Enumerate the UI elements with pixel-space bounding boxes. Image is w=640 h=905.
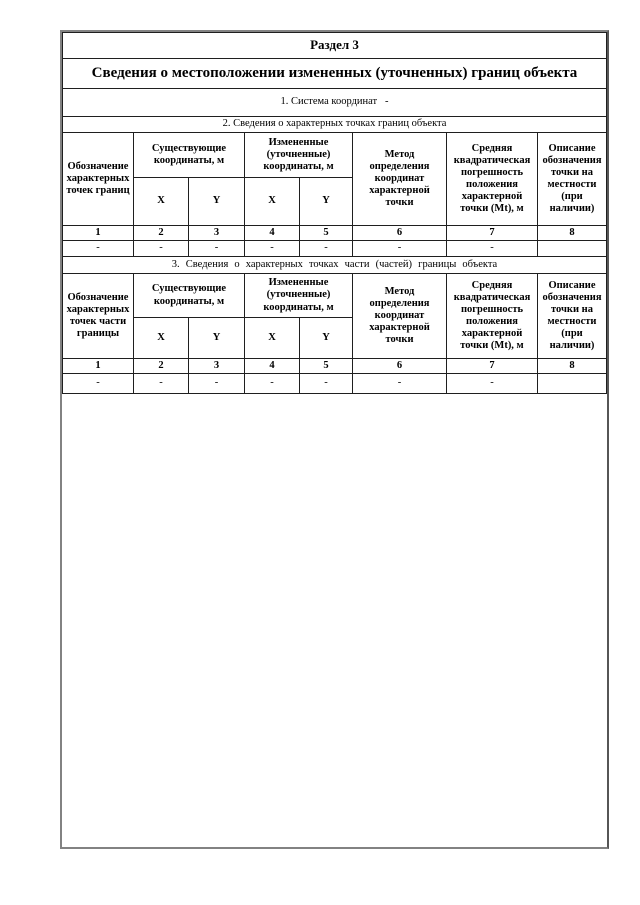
existing-coords-header-cell: Существующие координаты, м [134, 133, 245, 178]
coordinate-system-row [63, 89, 607, 117]
part-points-caption-row [63, 257, 607, 274]
y-header-cell: Y [300, 178, 353, 226]
empty-value-cell: - [245, 241, 300, 257]
changed-coords-header-cell: Измененные (уточненные) координаты, м [245, 274, 353, 318]
object-points-caption-row [63, 117, 607, 133]
designation-header-cell: Обозначение характерных точек части границы [63, 274, 134, 359]
part-points-column-numbers-row [63, 359, 607, 374]
x-header-cell: X [245, 318, 300, 359]
y-header-cell: Y [300, 318, 353, 359]
empty-value-cell: - [447, 241, 538, 257]
column-number-cell: 4 [245, 359, 300, 374]
column-number-cell: 2 [134, 226, 189, 241]
section-label-row [63, 33, 607, 59]
column-number-cell: 1 [63, 359, 134, 374]
empty-value-cell: - [63, 374, 134, 394]
column-number-cell: 3 [189, 359, 245, 374]
column-number-cell: 5 [300, 359, 353, 374]
y-header-cell: Y [189, 318, 245, 359]
empty-value-cell [538, 241, 607, 257]
method-header-cell: Метод определения координат характерной точки [353, 274, 447, 359]
column-number-cell: 5 [300, 226, 353, 241]
empty-value-cell: - [447, 374, 538, 394]
rms-error-header-cell: Средняя квадратическая погрешность положения характерной точки (Mt), м [447, 274, 538, 359]
empty-value-cell [538, 374, 607, 394]
column-number-cell: 6 [353, 359, 447, 374]
column-number-cell: 8 [538, 359, 607, 374]
part-points-caption: 3. Сведения о характерных точках части (частей) границы объекта [63, 257, 607, 274]
empty-value-cell: - [245, 374, 300, 394]
column-number-cell: 8 [538, 226, 607, 241]
column-number-cell: 2 [134, 359, 189, 374]
x-header-cell: X [134, 318, 189, 359]
coordinate-system-label: 1. Система координат - [63, 89, 607, 117]
document-title: Сведения о местоположении измененных (уточненных) границ объекта [63, 59, 607, 89]
empty-value-cell: - [189, 374, 245, 394]
document-title-row [63, 59, 607, 89]
existing-coords-header-cell: Существующие координаты, м [134, 274, 245, 318]
object-points-caption: 2. Сведения о характерных точках границ объекта [63, 117, 607, 133]
empty-value-cell: - [300, 374, 353, 394]
page-frame [60, 30, 609, 849]
y-header-cell: Y [189, 178, 245, 226]
boundary-points-form-table [62, 32, 607, 394]
column-number-cell: 4 [245, 226, 300, 241]
x-header-cell: X [134, 178, 189, 226]
description-header-cell: Описание обозначения точки на местности (при наличии) [538, 274, 607, 359]
section-label: Раздел 3 [63, 33, 607, 59]
column-number-cell: 3 [189, 226, 245, 241]
object-points-values-row [63, 241, 607, 257]
empty-value-cell: - [63, 241, 134, 257]
changed-coords-header-cell: Измененные (уточненные) координаты, м [245, 133, 353, 178]
part-points-values-row [63, 374, 607, 394]
empty-value-cell: - [134, 241, 189, 257]
object-points-header-row [63, 133, 607, 178]
method-header-cell: Метод определения координат характерной точки [353, 133, 447, 226]
designation-header-cell: Обозначение характерных точек границ [63, 133, 134, 226]
rms-error-header-cell: Средняя квадратическая погрешность положения характерной точки (Mt), м [447, 133, 538, 226]
part-points-header-row [63, 274, 607, 318]
empty-value-cell: - [300, 241, 353, 257]
column-number-cell: 7 [447, 359, 538, 374]
empty-value-cell: - [353, 374, 447, 394]
column-number-cell: 6 [353, 226, 447, 241]
column-number-cell: 7 [447, 226, 538, 241]
column-number-cell: 1 [63, 226, 134, 241]
empty-value-cell: - [353, 241, 447, 257]
object-points-column-numbers-row [63, 226, 607, 241]
description-header-cell: Описание обозначения точки на местности (при наличии) [538, 133, 607, 226]
empty-value-cell: - [134, 374, 189, 394]
x-header-cell: X [245, 178, 300, 226]
empty-value-cell: - [189, 241, 245, 257]
